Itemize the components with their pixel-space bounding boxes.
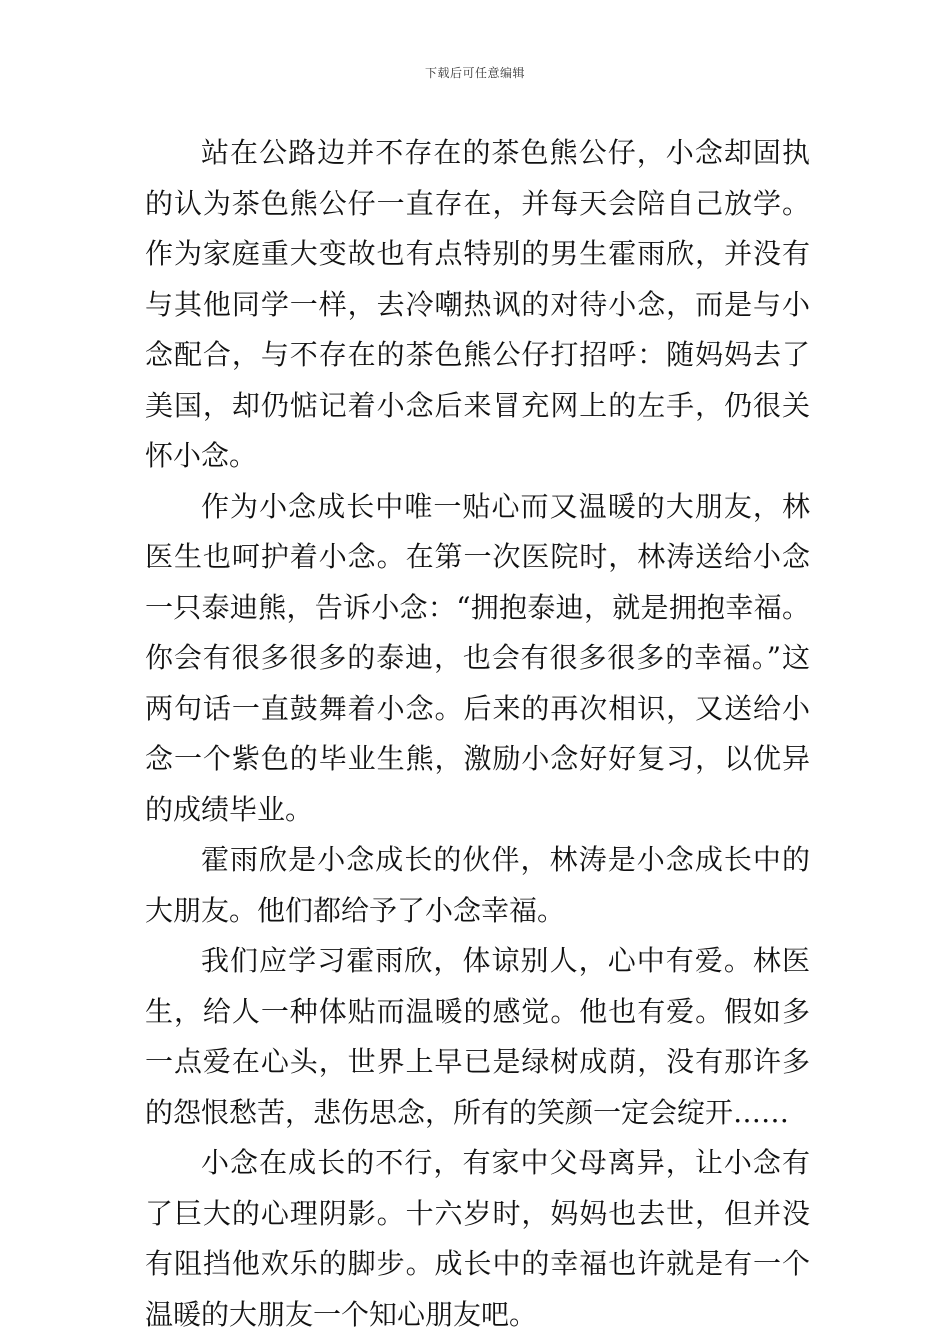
document-body [145,128,810,1340]
paragraph-1: 站在公路边并不存在的茶色熊公仔，小念却固执的认为茶色熊公仔一直存在，并每天会陪自己放学。作为家庭重大变故也有点特别的男生霍雨欣，并没有与其他同学一样，去冷嘲热讽的对待小念，而是与小念配合，与不存在的茶色熊公仔打招呼：随妈妈去了美国，却仍惦记着小念后来冒充网上的左手，仍很关怀小念。 [145,136,810,472]
paragraph-4: 我们应学习霍雨欣，体谅别人，心中有爱。林医生，给人一种体贴而温暖的感觉。他也有爱。假如多一点爱在心头，世界上早已是绿树成荫，没有那许多的怨恨愁苦，悲伤思念，所有的笑颜一定会绽开…… [145,944,810,1129]
paragraph-3: 霍雨欣是小念成长的伙伴，林涛是小念成长中的大朋友。他们都给予了小念幸福。 [145,843,810,927]
paragraph-2: 作为小念成长中唯一贴心而又温暖的大朋友，林医生也呵护着小念。在第一次医院时，林涛送给小念一只泰迪熊，告诉小念：“拥抱泰迪，就是拥抱幸福。你会有很多很多的泰迪，也会有很多很多的幸福。”这两句话一直鼓舞着小念。后来的再次相识，又送给小念一个紫色的毕业生熊，激励小念好好复习，以优异的成绩毕业。 [145,489,810,826]
paragraph-5: 小念在成长的不行，有家中父母离异，让小念有了巨大的心理阴影。十六岁时，妈妈也去世，但并没有阻挡他欢乐的脚步。成长中的幸福也许就是有一个温暖的大朋友一个知心朋友吧。 [145,1146,810,1331]
page-header-note: 下载后可任意编辑 [424,66,525,80]
